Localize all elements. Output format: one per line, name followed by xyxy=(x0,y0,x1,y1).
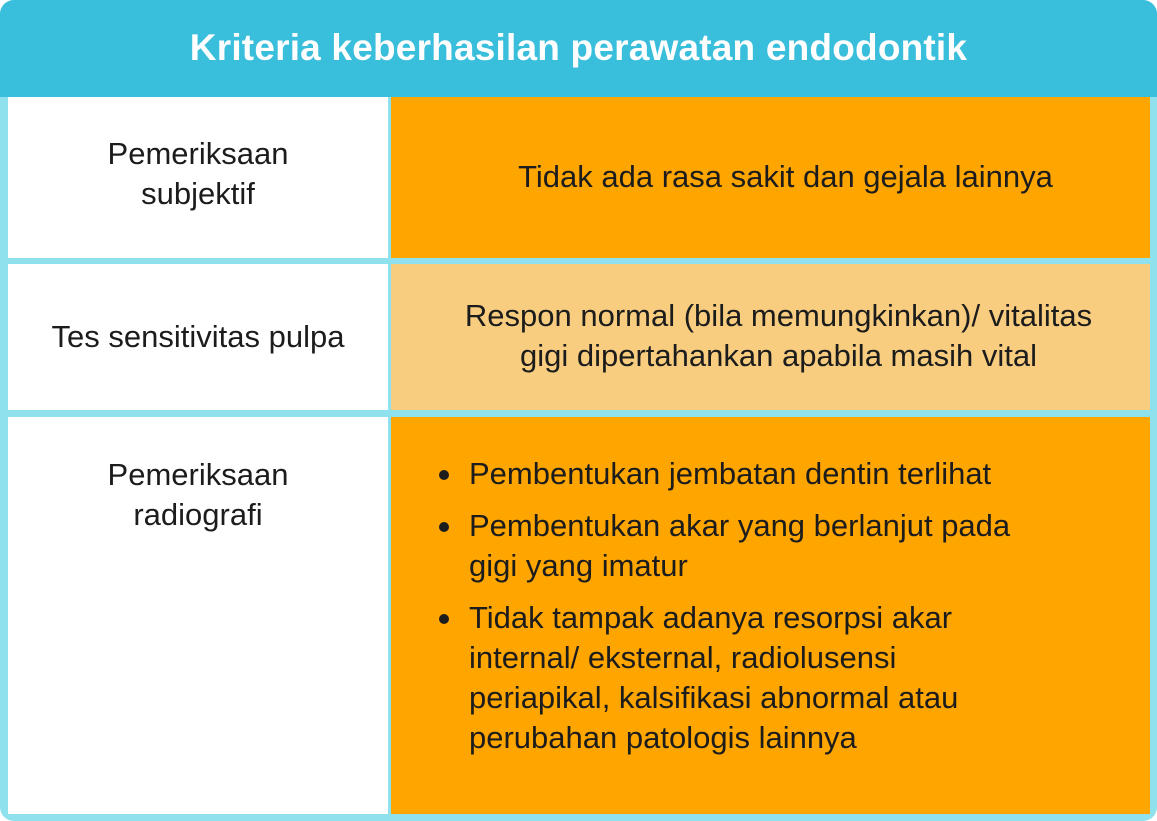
row-label-subjective-exam xyxy=(8,97,388,258)
value-text: Tidak ada rasa sakit dan gejala lainnya xyxy=(518,158,1053,194)
bullet-dot-icon xyxy=(439,522,449,532)
table-header xyxy=(0,0,1157,97)
bullet-line: perubahan patologis lainnya xyxy=(469,720,857,755)
label-line: radiografi xyxy=(133,497,263,532)
value-line: gigi dipertahankan apabila masih vital xyxy=(519,338,1037,373)
row-value-subjective-exam xyxy=(391,97,1150,258)
bullet-item xyxy=(469,454,1110,494)
bullet-line: Tidak tampak adanya resorpsi akar xyxy=(469,600,953,635)
bullet-line: gigi yang imatur xyxy=(469,548,688,583)
bullet-dot-icon xyxy=(439,470,449,480)
label-line: subjektif xyxy=(141,175,255,211)
label-line: Pemeriksaan xyxy=(107,457,289,492)
bullet-dot-icon xyxy=(439,614,449,624)
value-line: Respon normal (bila memungkinkan)/ vitalitas xyxy=(464,298,1093,333)
bullet-line: Pembentukan jembatan dentin terlihat xyxy=(469,456,992,491)
label-line: Tes sensitivitas pulpa xyxy=(51,319,345,354)
bullet-item xyxy=(469,598,1110,758)
bullet-line: Pembentukan akar yang berlanjut pada xyxy=(469,508,1011,543)
row-label-pulp-sensitivity xyxy=(8,264,388,410)
row-label-radiographic-exam xyxy=(8,417,388,814)
row-value-pulp-sensitivity xyxy=(391,264,1150,410)
bullet-line: periapikal, kalsifikasi abnormal atau xyxy=(469,680,959,715)
table-title: Kriteria keberhasilan perawatan endodontik xyxy=(189,26,968,68)
bullet-list xyxy=(391,417,1150,758)
label-line: Pemeriksaan xyxy=(107,135,289,171)
bullet-item xyxy=(469,506,1110,586)
row-value-radiographic-exam xyxy=(391,417,1150,814)
bullet-line: internal/ eksternal, radiolusensi xyxy=(469,640,897,675)
